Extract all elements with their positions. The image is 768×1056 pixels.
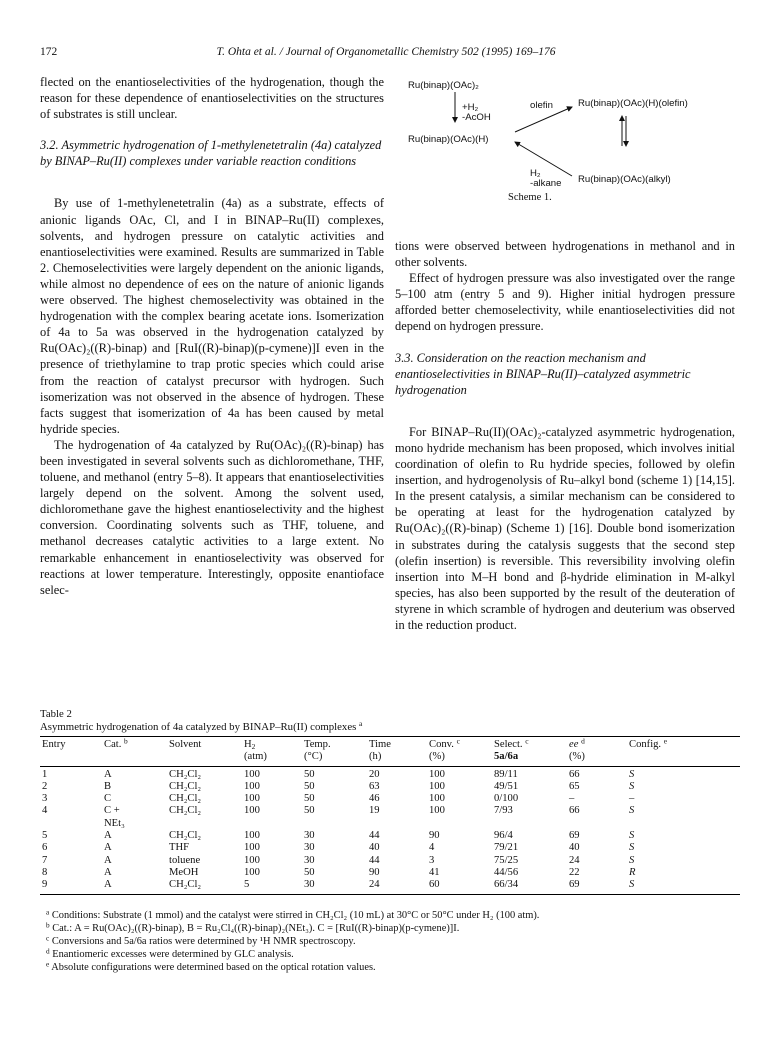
table-caption bbox=[40, 708, 740, 734]
table-cell bbox=[302, 818, 367, 830]
table-cell: CH₂Cl₂ bbox=[167, 879, 242, 894]
table-cell: A bbox=[104, 768, 112, 780]
table-cell: A bbox=[102, 879, 167, 894]
table-cell: 100 bbox=[429, 805, 445, 817]
table-cell: 40 bbox=[369, 842, 380, 854]
table-row bbox=[40, 805, 740, 817]
footnote-mark: a bbox=[46, 908, 50, 917]
footnote-mark: c bbox=[46, 934, 50, 943]
scheme-reagent: +H₂ bbox=[462, 102, 479, 113]
col-unit: 5a/6a bbox=[492, 751, 567, 766]
scheme-species: Ru(binap)(OAc)(H) bbox=[408, 134, 489, 145]
scheme-reagent: -AcOH bbox=[462, 112, 491, 123]
scheme-1 bbox=[400, 74, 740, 204]
table-cell: CH₂Cl₂ bbox=[169, 805, 202, 817]
table-row bbox=[40, 766, 740, 781]
table-cell: 100 bbox=[244, 780, 260, 792]
table-cell bbox=[627, 818, 740, 830]
table-cell: 100 bbox=[244, 768, 260, 780]
col-header-text: H bbox=[244, 739, 252, 750]
footnote-mark: b bbox=[46, 921, 50, 930]
table-cell bbox=[427, 818, 492, 830]
col-header: Entry bbox=[40, 737, 102, 752]
table-cell: 20 bbox=[369, 768, 380, 780]
table-cell: 44/56 bbox=[494, 866, 519, 878]
table-cell: 66/34 bbox=[492, 879, 567, 894]
table-cell: 65 bbox=[569, 780, 580, 792]
table-cell: S bbox=[629, 830, 635, 842]
table-cell: 6 bbox=[42, 842, 48, 854]
footnote-text: Absolute configurations were determined based on the optical rotation values. bbox=[51, 962, 376, 973]
table-cell: C bbox=[104, 793, 112, 805]
table-row bbox=[40, 879, 740, 894]
footnote-mark: e bbox=[663, 736, 668, 746]
table-cell: 2 bbox=[42, 780, 48, 792]
footnote-text: Enantiomeric excesses were determined by GLC analysis. bbox=[52, 949, 294, 960]
table-cell: MeOH bbox=[169, 866, 199, 878]
table-cell: S bbox=[629, 805, 635, 817]
table-cell: 4 bbox=[42, 805, 48, 817]
footnote-mark: d bbox=[581, 736, 585, 746]
table-header-row bbox=[40, 737, 740, 752]
paragraph: Effect of hydrogen pressure was also investigated over the range 5–100 atm (entry 5 and 9). Higher initial hydrogen pressure afforded better chemoselectivity, while enantioselectivities did not depend on hydrogen pressure. bbox=[395, 271, 735, 334]
section-heading-3-3: 3.3. Consideration on the reaction mechanism and enantioselectivities in BINAP–Ru(II)–catalyzed asymmetric hydrogenation bbox=[395, 350, 691, 397]
col-header-text: Conv. bbox=[429, 739, 454, 750]
scheme-reagent: H₂ bbox=[530, 168, 541, 179]
table-cell: 50 bbox=[304, 793, 315, 805]
arrow-hydrogenolysis bbox=[515, 142, 572, 176]
table-cell: 50 bbox=[304, 768, 315, 780]
footnote-mark: e bbox=[46, 960, 50, 969]
footnote bbox=[46, 909, 746, 922]
table-row bbox=[40, 818, 740, 830]
table-title bbox=[40, 721, 740, 734]
table-cell: 60 bbox=[427, 879, 492, 894]
table-cell: S bbox=[629, 842, 635, 854]
table-cell bbox=[367, 818, 427, 830]
table-cell: – bbox=[569, 793, 575, 805]
table-cell: 100 bbox=[244, 793, 260, 805]
table-cell bbox=[40, 818, 102, 830]
table-cell: 100 bbox=[429, 793, 445, 805]
footnote-text: Conversions and 5a/6a ratios were determined by ¹H NMR spectroscopy. bbox=[51, 936, 356, 947]
table-cell: 44 bbox=[369, 854, 380, 866]
table-cell: 4 bbox=[429, 842, 435, 854]
table-cell: 0/100 bbox=[494, 793, 519, 805]
table-cell: 66 bbox=[569, 805, 580, 817]
subscript: 2 bbox=[251, 741, 256, 751]
table-row bbox=[40, 842, 740, 854]
table-cell: C + bbox=[104, 805, 120, 817]
scheme-reagent: olefin bbox=[530, 100, 553, 111]
table-cell: CH₂Cl₂ bbox=[169, 768, 202, 780]
table-cell: 24 bbox=[367, 879, 427, 894]
table-cell: 96/4 bbox=[494, 830, 513, 842]
paragraph: flected on the enantioselectivities of the hydrogenation, though the reason for these dependence of enantioselectivities on the structures of substrates is still unclear. bbox=[40, 75, 384, 122]
table-cell: A bbox=[104, 842, 112, 854]
table-cell: 75/25 bbox=[494, 854, 519, 866]
table-label: Table 2 bbox=[40, 708, 72, 720]
footnote bbox=[46, 922, 746, 935]
col-header: Solvent bbox=[167, 737, 242, 752]
paragraph: By use of 1-methylenetetralin (4a) as a substrate, effects of anionic ligands OAc, Cl, and I in BINAP–Ru(II) complexes, solvents, and hydrogen pressure on catalytic activities and enantioselectivities were examined. Results are summarized in Table 2. Chemoselectivities were largely dependent on the anionic ligands, while almost no dependence of ees on the nature of anionic ligands were observed. The highest chemoselectivity was obtained in the hydrogenation with the complex bearing acetate ions. Isomerization of 4a to 5a was observed in the hydrogenation catalyzed by Ru(OAc)₂((R)-binap) and [RuI((R)-binap)(p-cymene)]I even in the presence of triethylamine to trap protic species which could arise from the reaction of catalyst precursor with hydrogen. Such isomerization was not observed in the absence of hydrogen. These facts suggest that isomerization of 4a has been caused by metal hydride species. bbox=[40, 196, 384, 436]
table-cell: B bbox=[104, 780, 112, 792]
table-cell: CH₂Cl₂ bbox=[169, 793, 202, 805]
col-unit: (atm) bbox=[242, 751, 302, 766]
col-header bbox=[242, 737, 302, 752]
table-cell: S bbox=[629, 780, 635, 792]
table-cell: 8 bbox=[42, 866, 48, 878]
table-cell: 90 bbox=[369, 866, 380, 878]
table-cell bbox=[567, 818, 627, 830]
table-cell: 9 bbox=[40, 879, 102, 894]
scheme-species: Ru(binap)(OAc)(H)(olefin) bbox=[578, 98, 688, 109]
table-cell: 30 bbox=[302, 879, 367, 894]
table-cell: NEt₃ bbox=[104, 817, 125, 829]
col-header-text: Cat. bbox=[104, 739, 122, 750]
table-cell bbox=[167, 818, 242, 830]
col-header-text: Select. bbox=[494, 739, 523, 750]
col-header-text: Config. bbox=[629, 739, 662, 750]
table-cell: 24 bbox=[569, 854, 580, 866]
table-cell: 49/51 bbox=[494, 780, 519, 792]
table-cell bbox=[242, 818, 302, 830]
table-footnotes bbox=[46, 909, 746, 974]
paragraph: tions were observed between hydrogenations in methanol and in other solvents. bbox=[395, 239, 735, 270]
table-cell: R bbox=[629, 866, 636, 878]
footnote-mark: d bbox=[46, 947, 50, 956]
table-cell: 100 bbox=[429, 780, 445, 792]
table-row bbox=[40, 830, 740, 842]
col-unit: (%) bbox=[427, 751, 492, 766]
scheme-caption: Scheme 1. bbox=[508, 192, 552, 203]
footnote-text: Cat.: A = Ru(OAc)₂((R)-binap), B = Ru₂Cl₄((R)-binap)₂(NEt₃). C = [RuI((R)-binap)(p-cymene)]I. bbox=[52, 923, 460, 934]
table-cell: CH₂Cl₂ bbox=[169, 780, 202, 792]
table-row bbox=[40, 867, 740, 879]
table-cell: 41 bbox=[429, 866, 440, 878]
footnote-mark: b bbox=[124, 736, 128, 746]
page-number: 172 bbox=[40, 46, 58, 58]
scheme-reagent: -alkane bbox=[530, 178, 562, 189]
table-cell: 1 bbox=[42, 768, 48, 780]
footnote bbox=[46, 935, 746, 948]
table-cell: 30 bbox=[304, 854, 315, 866]
right-column bbox=[395, 238, 735, 633]
table-cell: toluene bbox=[169, 854, 201, 866]
footnote-mark: c bbox=[525, 736, 529, 746]
table-row bbox=[40, 855, 740, 867]
col-header bbox=[492, 737, 567, 752]
running-header bbox=[40, 46, 732, 62]
table-cell: 50 bbox=[304, 805, 315, 817]
table-title-text: Asymmetric hydrogenation of 4a catalyzed by BINAP–Ru(II) complexes bbox=[40, 721, 357, 733]
scheme-species: Ru(binap)(OAc)₂ bbox=[408, 80, 479, 91]
table-cell: 3 bbox=[429, 854, 435, 866]
table-cell: 79/21 bbox=[494, 842, 519, 854]
table-cell: S bbox=[629, 768, 635, 780]
table-unit-row bbox=[40, 751, 740, 766]
table-cell: 5 bbox=[42, 830, 48, 842]
table-cell: S bbox=[629, 854, 635, 866]
section-heading-3-2: 3.2. Asymmetric hydrogenation of 1-methylenetetralin (4a) catalyzed by BINAP–Ru(II) complexes under variable reaction conditions bbox=[40, 138, 382, 169]
table-row bbox=[40, 781, 740, 793]
table-cell: 30 bbox=[304, 842, 315, 854]
table-cell: THF bbox=[169, 842, 190, 854]
table-cell: 100 bbox=[244, 805, 260, 817]
col-header: Time bbox=[367, 737, 427, 752]
table-cell: S bbox=[627, 879, 740, 894]
table-cell: 46 bbox=[369, 793, 380, 805]
footnote-mark: a bbox=[359, 719, 363, 729]
footnote bbox=[46, 948, 746, 961]
table-cell: 40 bbox=[569, 842, 580, 854]
left-column bbox=[40, 74, 384, 598]
results-table bbox=[40, 736, 740, 895]
col-unit: (%) bbox=[567, 751, 627, 766]
table-cell: 100 bbox=[244, 842, 260, 854]
journal-citation: T. Ohta et al. / Journal of Organometallic Chemistry 502 (1995) 169–176 bbox=[216, 46, 556, 58]
table-cell: 5 bbox=[242, 879, 302, 894]
col-header bbox=[627, 737, 740, 752]
footnote-mark: c bbox=[456, 736, 460, 746]
table-cell: – bbox=[629, 793, 635, 805]
table-cell: 50 bbox=[304, 866, 315, 878]
table-cell: 69 bbox=[569, 830, 580, 842]
table-cell: 100 bbox=[244, 830, 260, 842]
paragraph: The hydrogenation of 4a catalyzed by Ru(OAc)₂((R)-binap) has been investigated in several solvents such as dichloromethane, THF, toluene, and methanol (entry 5–8). It appears that enantioselectivities largely depend on the solvent. Among the solvent used, dichloromethane gave the highest enantioselectivity and the highest conversion. Coordinating solvents such as THF, toluene, and methanol decreases catalytic activities to a large extent. No remarkable enhancement in enantioselectivity was observed for reactions at lower temperature. Interestingly, opposite enantioface selec- bbox=[40, 437, 384, 597]
table-cell: 3 bbox=[42, 793, 48, 805]
col-header bbox=[427, 737, 492, 752]
footnote bbox=[46, 961, 746, 974]
table-cell: 100 bbox=[244, 866, 260, 878]
table-cell: 7 bbox=[42, 854, 48, 866]
table-cell: 30 bbox=[304, 830, 315, 842]
scheme-species: Ru(binap)(OAc)(alkyl) bbox=[578, 174, 671, 185]
table-cell: 90 bbox=[429, 830, 440, 842]
table-cell: 66 bbox=[569, 768, 580, 780]
table-cell: A bbox=[104, 866, 112, 878]
table-cell: 50 bbox=[304, 780, 315, 792]
table-cell: 22 bbox=[569, 866, 580, 878]
table-cell: CH₂Cl₂ bbox=[169, 830, 202, 842]
table-cell bbox=[492, 818, 567, 830]
col-header bbox=[567, 737, 627, 752]
table-cell: 89/11 bbox=[494, 768, 518, 780]
table-cell: 63 bbox=[369, 780, 380, 792]
table-cell: 69 bbox=[567, 879, 627, 894]
table-row bbox=[40, 793, 740, 805]
col-unit: (°C) bbox=[302, 751, 367, 766]
col-unit: (h) bbox=[367, 751, 427, 766]
table-cell: 44 bbox=[369, 830, 380, 842]
paragraph: For BINAP–Ru(II)(OAc)₂-catalyzed asymmetric hydrogenation, mono hydride mechanism has been proposed, which involves initial coordination of olefin to Ru hydride species, followed by olefin insertion, and hydrogenolysis of Ru–alkyl bond (scheme 1) [14,15]. In the present catalysis, a similar mechanism can be considered to be operating at least for the hydrogenation catalyzed by Ru(OAc)₂((R)-binap) (Scheme 1) [16]. Double bond isomerization in substrates during the catalysis suggests that the second step (olefin insertion) is reversible. This reversibility involving olefin insertion into M–H bond and β-hydride elimination in M-alkyl species, has also been supported by the result of the deuteration of styrene in which scramble of hydrogen and deuterium was observed in the reduction product. bbox=[395, 424, 735, 632]
table-cell: A bbox=[104, 830, 112, 842]
table-cell: 100 bbox=[429, 768, 445, 780]
table-cell: 19 bbox=[369, 805, 380, 817]
col-header: Temp. bbox=[302, 737, 367, 752]
table-cell: 7/93 bbox=[494, 805, 513, 817]
table-cell: A bbox=[104, 854, 112, 866]
col-header bbox=[102, 737, 167, 752]
col-header-text: ee bbox=[569, 739, 579, 750]
footnote-text: Conditions: Substrate (1 mmol) and the catalyst were stirred in CH₂Cl₂ (10 mL) at 30°C or 50°C under H₂ (100 atm). bbox=[51, 910, 540, 921]
table-cell: 100 bbox=[244, 854, 260, 866]
